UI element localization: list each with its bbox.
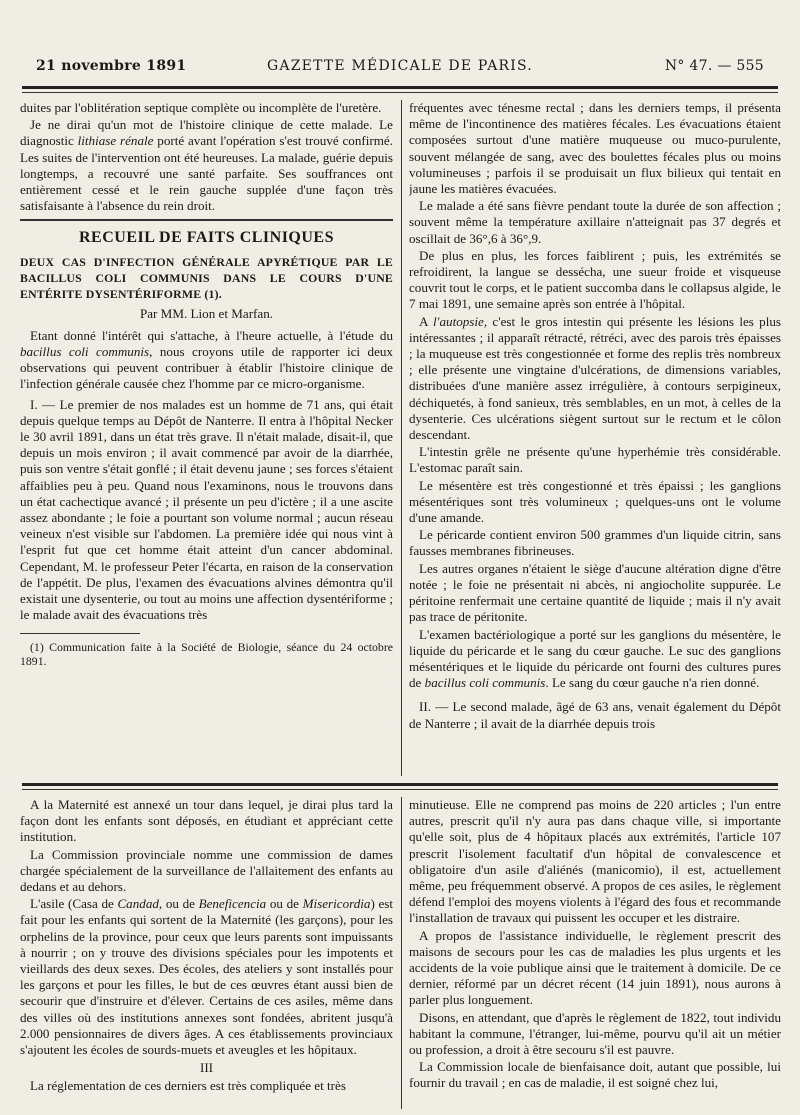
paragraph: A la Maternité est annexé un tour dans lequel, je dirai plus tard la façon dont les enfants sont déposés, en étudiant et appréciant cette institution. (20, 797, 393, 845)
article-subtitle: DEUX CAS D'INFECTION GÉNÉRALE APYRÉTIQUE PAR LE BACILLUS COLI COMMUNIS DANS LE COURS D'UNE ENTÉRITE DYSENTÉRIFORME (1). (20, 254, 393, 301)
footnote-divider (20, 633, 140, 634)
paragraph: L'asile (Casa de Candad, ou de Beneficencia ou de Misericordia) est fait pour les enfants qui sortent de la Maternité (les garçons), pour les orphelins de la province, pour ceux que leurs parents sont impuissants à nourrir ; on y trouve des divisions spéciales pour les impotents et vieillards des deux sexes. Des écoles, des ateliers y sont installés pour les garçons et pour les filles, le but de ces œuvres étant aussi bien de secourir que d'instruire et d'élever. Certains de ces asiles, même dans des villes où des institutions annexes sont fondées, abritent jusqu'à 2.000 pensionnaires de divers âges. A ces établissements provinciaux s'ajoutent les écoles de sourds-muets et aveugles et les hôpitaux. (20, 896, 393, 1058)
footnote: (1) Communication faite à la Société de Biologie, séance du 24 octobre 1891. (20, 640, 393, 669)
column-divider (401, 100, 402, 776)
paragraph: L'intestin grêle ne présente qu'une hyperhémie très considérable. L'estomac paraît sain. (409, 444, 781, 476)
paragraph: L'examen bactériologique a porté sur les ganglions du mésentère, le liquide du péricarde et le sang du cœur gauche. Le suc des ganglions mésentériques et le liquide du péricarde ont fourni des cultures pures de bacillus coli communis. Le sang du cœur gauche n'a rien donné. (409, 626, 781, 691)
paragraph: La Commission locale de bienfaisance doit, autant que possible, lui fournir du travail ; en cas de maladie, il est soigné chez lui, (409, 1059, 781, 1091)
paragraph: Le mésentère est très congestionné et très épaissi ; les ganglions mésentériques sont très volumineux ; quelques-uns ont le volume d'une amande. (409, 477, 781, 526)
paragraph: duites par l'oblitération septique complète ou incomplète de l'uretère. (20, 100, 382, 115)
paragraph: Je ne dirai qu'un mot de l'histoire clinique de cette malade. Le diagnostic lithiase rénale porté avant l'opération s'est trouvé confirmé. Les suites de l'intervention ont été heureuses. La malade, guérie depuis longtemps, a recouvré une santé parfaite. Ses souffrances ont entièrement cessé et le rein gauche supplée d'une façon très satisfaisante à l'absence du rein droit. (20, 117, 393, 214)
paragraph: Le péricarde contient environ 500 grammes d'un liquide citrin, sans fausses membranes fibrineuses. (409, 527, 781, 559)
lower-right-column (409, 797, 781, 1109)
paragraph: La réglementation de ces derniers est très compliquée et très (30, 1078, 346, 1094)
section-divider (20, 219, 393, 221)
header-rule-thick (22, 86, 778, 89)
issue-date: 21 novembre 1891 (36, 58, 187, 74)
header-rule-thin (22, 92, 778, 93)
upper-right-column (409, 100, 781, 776)
paragraph: Etant donné l'intérêt qui s'attache, à l'heure actuelle, à l'étude du bacillus coli communis, nous croyons utile de rapporter ici deux observations qui peuvent contribuer à établir l'histoire clinique de l'infection générale causée chez l'homme par ce micro-organisme. (20, 327, 393, 392)
section-title: RECUEIL DE FAITS CLINIQUES (79, 229, 334, 247)
paragraph: fréquentes avec ténesme rectal ; dans les derniers temps, il présenta même de l'incontinence des matières fécales. Les évacuations étaient composées surtout d'une matière muqueuse ou muco-purulente, souvent mélangée de sang, avec des boulettes fécales plus ou moins volumineuses ; parfois il se produisait un flux bilieux qui tentait en jaune les matières évacuées. (409, 100, 781, 197)
page-section-rule (22, 783, 778, 786)
journal-title: GAZETTE MÉDICALE DE PARIS. (267, 58, 533, 74)
paragraph: II. — Le second malade, âgé de 63 ans, venait également du Dépôt de Nanterre ; il avait de la diarrhée depuis trois (409, 699, 781, 731)
article-authors: Par MM. Lion et Marfan. (139, 305, 274, 321)
upper-left-column (20, 100, 393, 776)
paragraph: I. — Le premier de nos malades est un homme de 71 ans, qui était depuis quelque temps au Dépôt de Nanterre. Il entra à l'hôpital Necker le 30 avril 1891, dans un état très grave. Il n'était malade, disait-il, que depuis un mois environ ; il avait commencé par avoir de la diarrhée, puis son ventre s'était gonflé ; il était devenu jaune ; ses forces s'étaient affaiblies peu à peu. Quand nous l'examinons, nous le trouvons dans un état cachectique avancé ; il présente un peu d'ictère ; il a une ascite assez abondante ; le foie a pourtant son volume normal ; aucun réseau veineux n'est visible sur l'abdomen. La première idée qui nous vint à l'esprit fut que cet homme était atteint d'un cancer abdominal. Cependant, M. le professeur Peter l'écarta, en raison de la conservation de l'appétit. De plus, l'examen des évacuations alvines démontra qu'il existait une dysenterie, ou tout au moins une affection dysentériforme ; le malade avait des évacuations très (20, 396, 393, 623)
paragraph: Disons, en attendant, que d'après le règlement de 1822, tout individu habitant la commune, l'étranger, lui-même, pourvu qu'il ait un métier ou profession, a droit à être secouru s'il est pauvre. (409, 1009, 781, 1058)
paragraph: De plus en plus, les forces faiblirent ; puis, les extrémités se refroidirent, la langue se dessécha, une sueur froide et visqueuse couvrit tout le corps, et le patient succomba dans le collapsus algide, le 7 mai 1891, une semaine après son entrée à l'hôpital. (409, 247, 781, 312)
paragraph: A l'autopsie, c'est le gros intestin qui présente les lésions les plus intéressantes ; il apparaît rétracté, rétréci, avec des parois très épaisses ; la muqueuse est très congestionnée et forme des replis très nombreux ; elle présente une vingtaine d'ulcérations, de dimensions variables, distribuées d'une manière assez irrégulière, à contours serpigineux, déchiquetés, à fond sanieux, très semblables, en un mot, à celles de la dysenterie. Ces ulcérations siègent surtout sur le rectum et le côlon descendant. (409, 313, 781, 443)
page-section-rule-thin (22, 789, 778, 790)
paragraph: Les autres organes n'étaient le siège d'aucune altération digne d'être notée ; le foie ne présentait ni abcès, ni angiocholite suppurée. Le péritoine renfermait une certaine quantité de liquide ; mais il n'y avait pas trace de péritonite. (409, 560, 781, 625)
paragraph: minutieuse. Elle ne comprend pas moins de 220 articles ; l'un entre autres, prescrit qu'il n'y aura pas dans chaque ville, si importante qu'elle soit, plus de 4 hôpitaux placés aux extrémités, l'article 107 prescrit l'isolement facultatif d'un hôpital de convalescence et obligatoire d'un asile d'aliénés (manicomio), il est, actuellement même, peu fréquemment observé. A propos de ces asiles, le règlement défend l'emploi des moyens violents à l'égard des fous et recommande l'installation de travaux qui puissent les occuper et les distraire. (409, 797, 781, 926)
section-numeral: III (199, 1060, 214, 1076)
paragraph: La Commission provinciale nomme une commission de dames chargée spécialement de la surveillance de l'allaitement des enfants au dedans et au dehors. (20, 846, 393, 895)
lower-left-column (20, 797, 393, 1109)
column-divider-lower (401, 797, 402, 1109)
page-header (36, 58, 764, 80)
page-number: N° 47. — 555 (664, 58, 764, 74)
footnote-ref: (1). (204, 286, 222, 301)
paragraph: A propos de l'assistance individuelle, le règlement prescrit des maisons de secours pour les cas de maladies les plus urgents et les accidents de la voie publique ainsi que le traitement à domicile. De ce dernier, réformé par un décret récent (14 juin 1891), nous aurons à parler plus longuement. (409, 927, 781, 1008)
paragraph: Le malade a été sans fièvre pendant toute la durée de son affection ; souvent même la température axillaire n'atteignait pas 37 degrés et oscillait de 36°,6 à 36°,9. (409, 198, 781, 246)
